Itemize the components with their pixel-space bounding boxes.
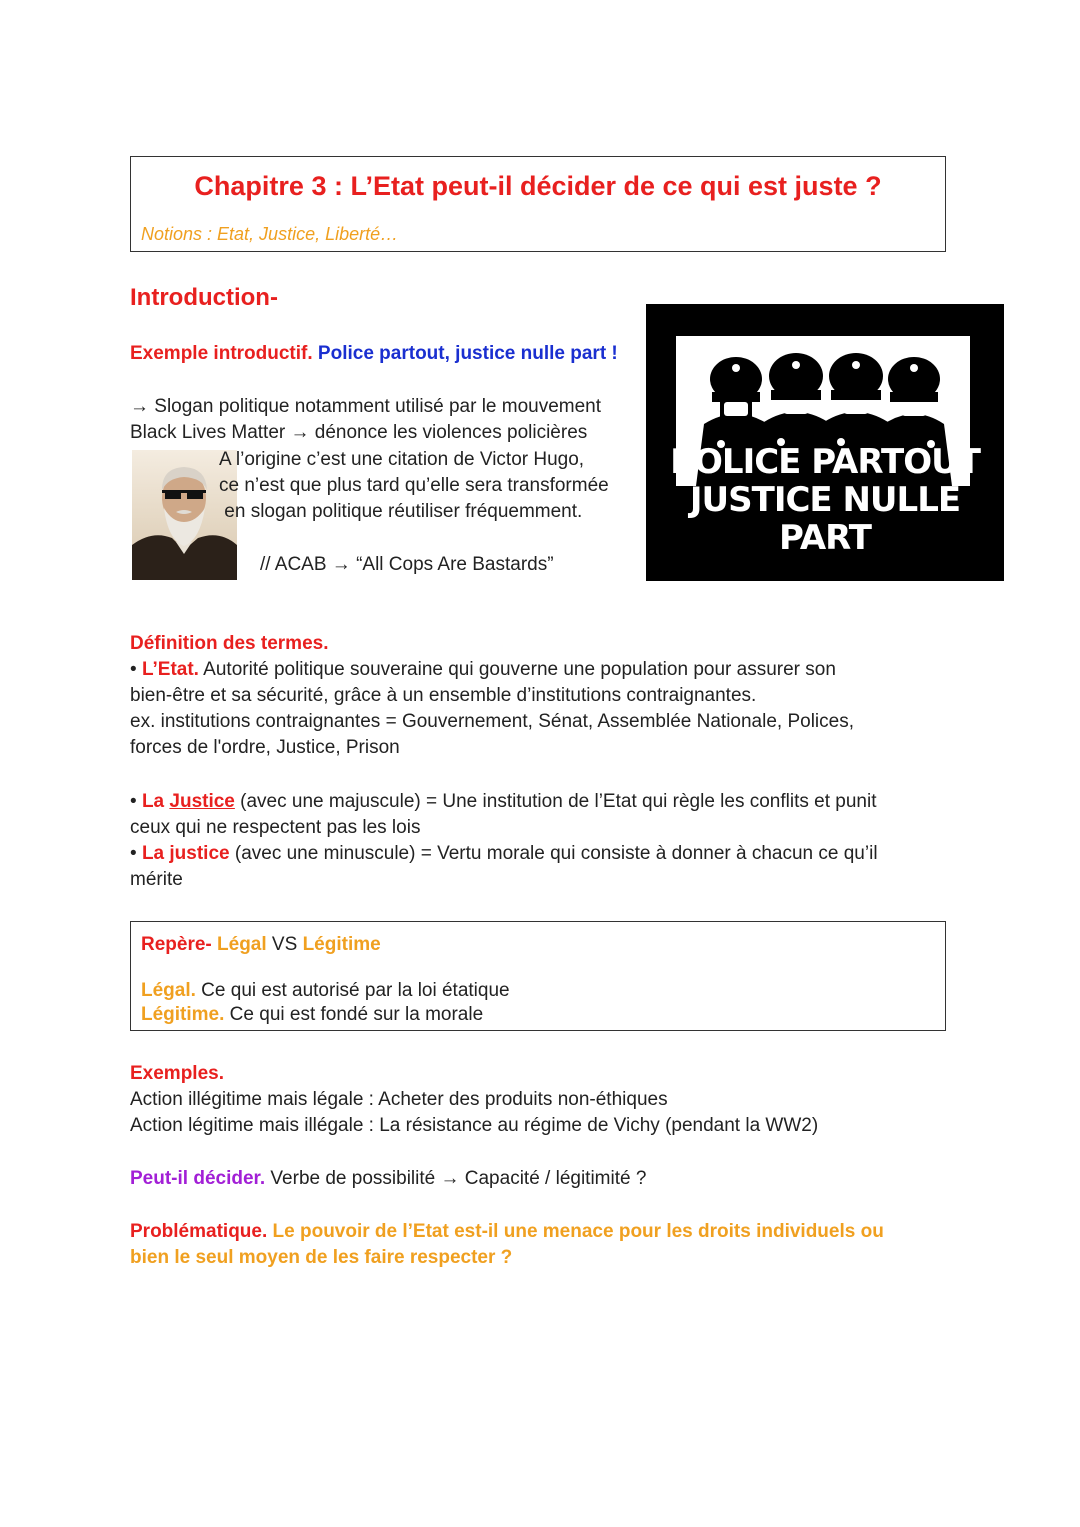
legal-definition [141, 978, 510, 1004]
examples-heading: Exemples. [130, 1063, 224, 1084]
justice-upper-text: ceux qui ne respectent pas les lois [130, 817, 421, 838]
justice-upper-text: (avec une majuscule) = Une institution de l’Etat qui règle les conflits et punit [234, 791, 877, 812]
justice-upper-word: Justice [169, 791, 235, 812]
peut-label: Peut-il décider. [130, 1168, 266, 1189]
legitime-definition [141, 1002, 483, 1028]
justice-upper-term [142, 791, 235, 812]
justice-lower-text: (avec une minuscule) = Vertu morale qui consiste à donner à chacun ce qu’il [229, 843, 878, 864]
definitions-heading: Définition des termes. [130, 633, 329, 654]
repere-title [141, 932, 381, 958]
hugo-line: en slogan politique réutiliser fréquemment. [219, 501, 583, 522]
legitime-term: Légitime. [141, 1004, 225, 1025]
problematique-line [130, 1219, 930, 1245]
justice-lower-text: mérite [130, 869, 183, 890]
hugo-description [219, 447, 639, 525]
etat-text: bien-être et sa sécurité, grâce à un ensemble d’institutions contraignantes. [130, 685, 757, 706]
definitions-section [130, 631, 930, 761]
slogan-line: → Slogan politique notamment utilisé par le mouvement [130, 396, 602, 417]
repere-vs: VS [266, 934, 303, 955]
poster-slogan [646, 443, 1004, 557]
bullet: • [130, 791, 137, 812]
justice-lower-definition [130, 841, 930, 867]
justice-definitions [130, 789, 930, 893]
etat-definition [130, 657, 930, 683]
etat-term: L’Etat. [141, 659, 199, 680]
legal-text: Ce qui est autorisé par la loi étatique [195, 980, 510, 1001]
chapter-title: Chapitre 3 : L’Etat peut-il décider de ce qui est juste ? [194, 171, 882, 201]
etat-examples: ex. institutions contraignantes = Gouvernement, Sénat, Assemblée Nationale, Polices, [130, 711, 854, 732]
notions-line: Notions : Etat, Justice, Liberté… [141, 224, 399, 244]
slogan-description [130, 394, 640, 446]
acab-line: // ACAB → “All Cops Are Bastards” [260, 554, 554, 575]
examples-section [130, 1061, 930, 1139]
slogan-line: Black Lives Matter → dénonce les violences policières [130, 422, 588, 443]
justice-upper-article: La [141, 791, 170, 812]
hugo-line: ce n’est que plus tard qu’elle sera transformée [219, 475, 609, 496]
peut-text: Verbe de possibilité → Capacité / légitimité ? [265, 1168, 647, 1189]
problematique-text: Le pouvoir de l’Etat est-il une menace pour les droits individuels ou [267, 1221, 884, 1242]
example-line: Action illégitime mais légale : Acheter des produits non-éthiques [130, 1089, 668, 1110]
bullet: • [130, 659, 137, 680]
problematique-label: Problématique. [130, 1221, 268, 1242]
repere-legal: Légal [217, 934, 267, 955]
repere-label: Repère- [141, 934, 212, 955]
etat-examples: forces de l'ordre, Justice, Prison [130, 737, 400, 758]
repere-box [130, 921, 946, 1031]
introduction-heading: Introduction- [130, 284, 278, 311]
chapter-title-box [130, 156, 946, 252]
justice-upper-definition [130, 789, 930, 815]
poster-line: JUSTICE NULLE PART [689, 480, 961, 558]
etat-text: Autorité politique souveraine qui gouverne une population pour assurer son [198, 659, 836, 680]
problematique-text: bien le seul moyen de les faire respecter ? [130, 1247, 513, 1268]
problematique-section [130, 1219, 930, 1271]
police-poster-image [646, 304, 1004, 581]
example-slogan: Police partout, justice nulle part ! [317, 343, 618, 364]
legal-term: Légal. [141, 980, 196, 1001]
poster-line: POLICE PARTOUT [670, 442, 980, 482]
example-label: Exemple introductif. [130, 343, 313, 364]
example-line: Action légitime mais illégale : La résistance au régime de Vichy (pendant la WW2) [130, 1115, 819, 1136]
justice-lower-term: La justice [141, 843, 230, 864]
repere-legitime: Légitime [302, 934, 381, 955]
peut-il-decider-line [130, 1166, 646, 1192]
legitime-text: Ce qui est fondé sur la morale [224, 1004, 484, 1025]
hugo-line: A l’origine c’est une citation de Victor Hugo, [219, 449, 585, 470]
example-intro-line [130, 341, 618, 367]
bullet: • [130, 843, 137, 864]
